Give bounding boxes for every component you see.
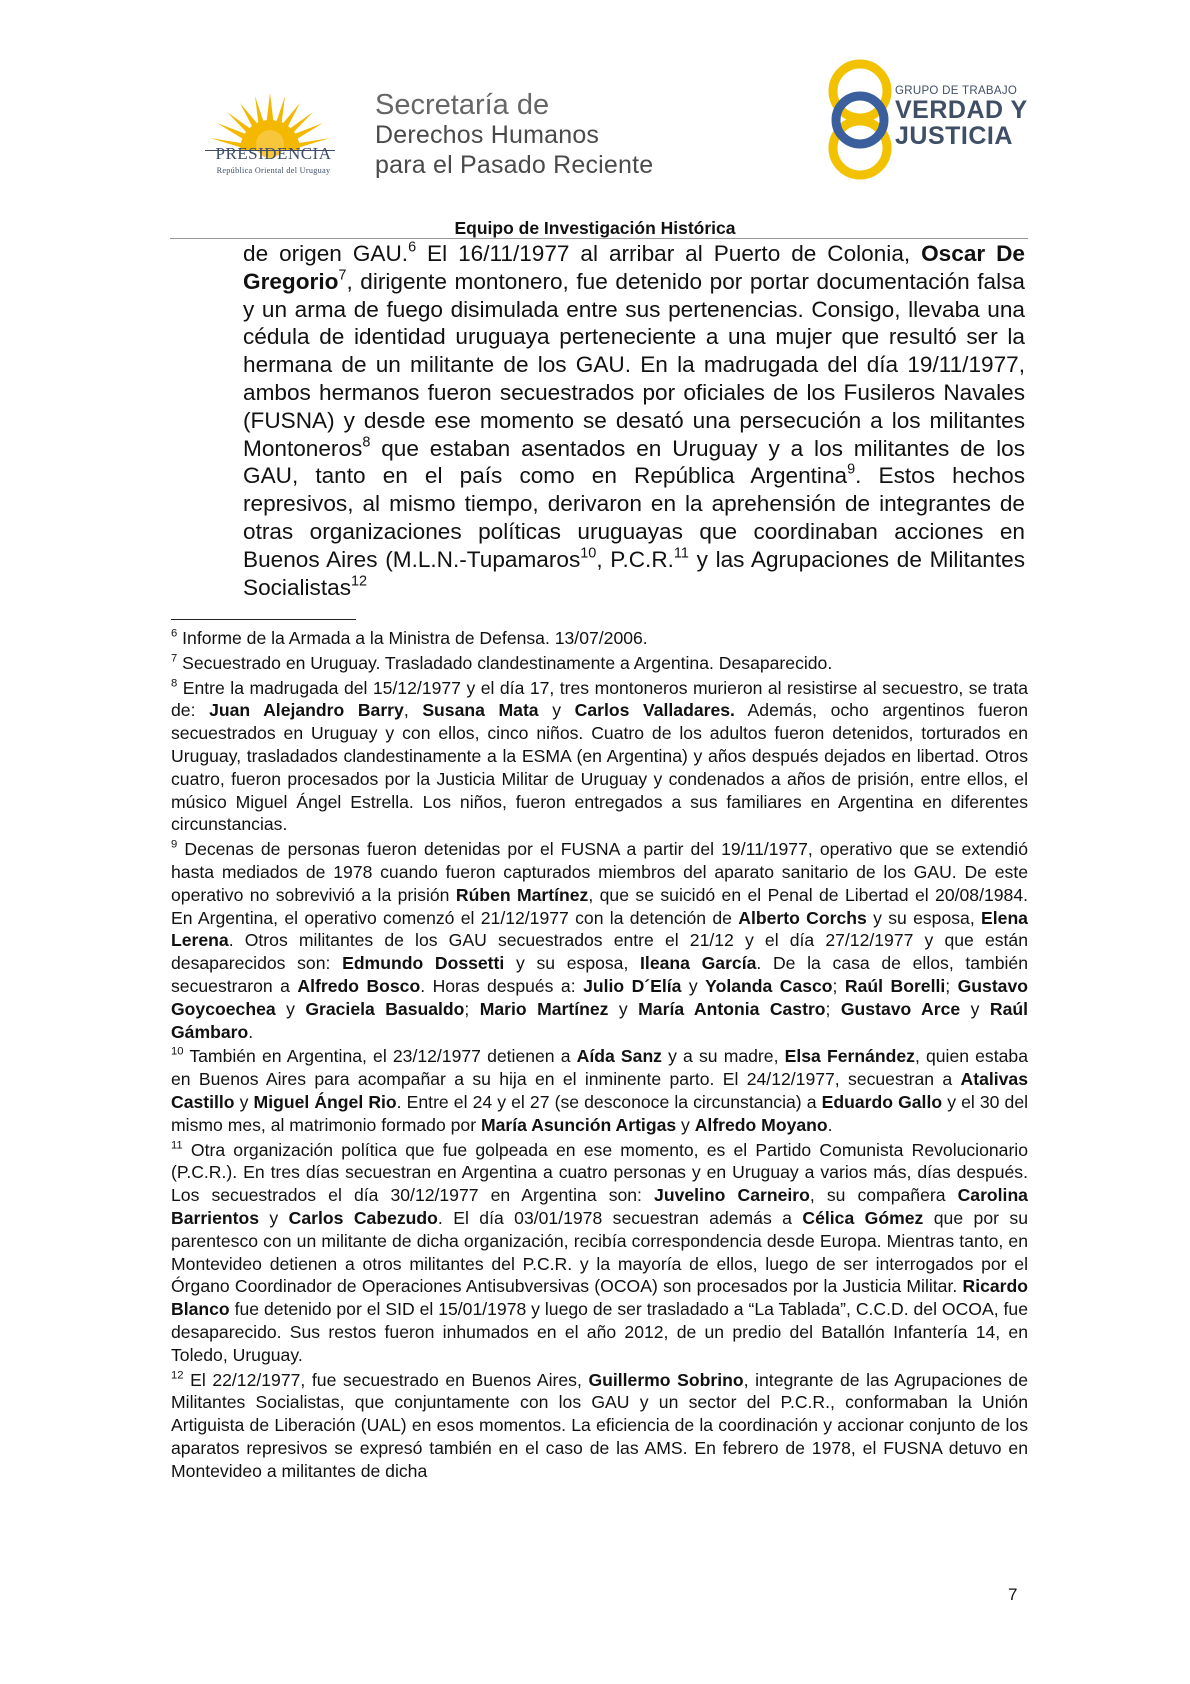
footnote-number: 12 <box>171 1369 184 1382</box>
person-name: Atalivas Castillo <box>171 1069 1028 1112</box>
text: y <box>234 1091 254 1112</box>
footnote-number: 11 <box>171 1139 183 1152</box>
text: Informe de la Armada a la Ministra de Defensa. 13/07/2006. <box>177 628 648 648</box>
footnote-6 <box>171 627 1028 650</box>
presidencia-wordmark <box>196 144 351 175</box>
text: ; <box>825 998 841 1019</box>
footnotes <box>171 627 1028 1484</box>
text: , <box>403 700 423 721</box>
text: . <box>827 1114 833 1135</box>
text: , P.C.R. <box>596 546 674 572</box>
footnote-number: 7 <box>171 652 178 665</box>
person-name: Célica Gómez <box>802 1207 924 1228</box>
grupo-big-line2: JUSTICIA <box>895 122 1013 150</box>
person-name: Raúl Gámbaro <box>171 998 1029 1042</box>
text: y las Agrupaciones de Militantes Socialistas <box>243 546 1026 600</box>
footnote-11 <box>171 1139 1028 1367</box>
person-name: Carlos Valladares. <box>574 700 735 721</box>
text: fue detenido por el SID el 15/01/1978 y luego de ser trasladado a “La Tablada”, C.C.D. del OCOA, fue desaparecido. Sus restos fueron inhumados en el año 2012, de un predio del Batallón Infantería 14, en Toledo, Uruguay. <box>171 1299 1028 1365</box>
person-name: Yolanda Casco <box>705 975 833 996</box>
text: y <box>259 1207 289 1228</box>
text: Entre la madrugada del 15/12/1977 y el día 17, tres montoneros murieron al resistirse al secuestro, se trata de: <box>171 677 1028 721</box>
person-name: Alberto Corchs <box>738 907 867 928</box>
presidencia-subtitle: República Oriental del Uruguay <box>216 166 331 175</box>
text: , dirigente montonero, fue detenido por portar documentación falsa y un arma de fuego disimulada entre sus pertenencias. Consigo, llevaba una cédula de identidad uruguaya perteneciente a una mujer que resultó ser la hermana de un militante de los GAU. En la madrugada del día 19/11/1977, ambos hermanos fueron secuestrados por oficiales de los Fusileros Navales (FUSNA) y desde ese momento se desató una persecución a los militantes Montoneros <box>243 268 1025 461</box>
text: y <box>676 1114 695 1135</box>
text: Otra organización política que fue golpeada en ese momento, es el Partido Comunista Revolucionario (P.C.R.). En tres días secuestran en Argentina a cuatro personas y en Uruguay a varios más, días después. Los secuestrados el día 30/12/1977 en Argentina son: <box>171 1139 1028 1206</box>
text: y <box>538 700 575 721</box>
footnote-number: 8 <box>171 677 178 690</box>
text: de origen GAU. <box>243 241 409 266</box>
header-divider <box>170 238 1028 239</box>
person-name: Mario Martínez <box>479 998 609 1019</box>
text: que estaban asentados en Uruguay y a los militantes de los GAU, tanto en el país como en República Argentina <box>243 435 1025 489</box>
footnote-ref: 8 <box>362 434 371 451</box>
footnote-ref: 9 <box>847 461 856 478</box>
text: , quien estaba en Buenos Aires para acompañar a su hija en el inminente parto. El 24/12/1977, secuestran a <box>171 1046 1028 1090</box>
person-name: Julio D´Elía <box>583 975 682 996</box>
person-name: Alfredo Bosco <box>297 975 421 996</box>
footnote-number: 9 <box>171 838 178 851</box>
text: y <box>960 998 990 1019</box>
text: y <box>608 998 639 1019</box>
person-name: Raúl Borelli <box>844 975 946 996</box>
text: . De la casa de ellos, también secuestraron a <box>171 953 1028 996</box>
text: El 22/12/1977, fue secuestrado en Buenos Aires, <box>183 1369 589 1390</box>
person-name: Graciela Basualdo <box>305 998 465 1019</box>
footnote-8 <box>171 677 1028 837</box>
team-header: Equipo de Investigación Histórica <box>454 218 736 238</box>
person-name: Carolina Barrientos <box>171 1185 1028 1228</box>
person-name: Susana Mata <box>422 700 539 721</box>
person-name: Miguel Ángel Rio <box>253 1091 397 1112</box>
text: . Horas después a: <box>420 975 584 996</box>
footnote-number: 10 <box>171 1046 184 1059</box>
footnote-ref: 11 <box>673 545 689 562</box>
text: y el 30 del mismo mes, al matrimonio formado por <box>171 1091 1029 1135</box>
person-name: Juan Alejandro Barry <box>209 700 404 721</box>
text: . El día 03/01/1978 secuestran además a <box>437 1207 803 1228</box>
text: Decenas de personas fueron detenidas por el FUSNA a partir del 19/11/1977, operativo que se extendió hasta mediados de 1978 cuando fueron capturados miembros del aparato sanitario de los GAU. De este operativo no sobrevivió a la prisión <box>171 839 1028 905</box>
person-name: Ricardo Blanco <box>171 1276 1028 1320</box>
footnote-ref: 10 <box>580 545 597 562</box>
text: . Entre el 24 y el 27 (se desconoce la circunstancia) a <box>396 1091 822 1112</box>
presidencia-name: PRESIDENCIA <box>215 144 332 163</box>
person-name: Rúben Martínez <box>455 884 589 905</box>
person-name: Guillermo Sobrino <box>588 1369 744 1390</box>
person-name: María Antonia Castro <box>638 998 826 1019</box>
grupo-big-line1: VERDAD Y <box>895 96 1028 124</box>
text: y su esposa, <box>504 953 641 974</box>
text: y su esposa, <box>866 907 982 928</box>
text: . Otros militantes de los GAU secuestrados entre el 21/12 y el día 27/12/1977 y que están desaparecidos son: <box>171 930 1028 974</box>
footnote-10 <box>171 1045 1028 1136</box>
text: . <box>248 1021 254 1042</box>
text: y <box>681 975 706 996</box>
text: que por su parentesco con un militante de dicha organización, recibía correspondencia desde Europa. Mientras tanto, en Montevideo detienen a otros militantes del P.C.R. y la mayoría de ellos, luego de ser interrogados por el Órgano Coordinador de Operaciones Antisubversivas (OCOA) son procesados por la Justicia Militar. <box>171 1207 1028 1297</box>
footnote-ref: 6 <box>408 239 417 256</box>
text: , integrante de las Agrupaciones de Militantes Socialistas, que conjuntamente con los GAU y un sector del P.C.R., conformaban la Unión Artiguista de Liberación (UAL) en esos momentos. La eficiencia de la coordinación y accionar conjunto de los aparatos represivos se expresó también en el caso de las AMS. En febrero de 1978, el FUSNA detuvo en Montevideo a militantes de dicha <box>171 1369 1028 1481</box>
footnote-separator <box>171 619 356 620</box>
secretaria-title <box>375 90 653 180</box>
secretaria-line2: Derechos Humanos <box>375 121 600 149</box>
text: También en Argentina, el 23/12/1977 detienen a <box>183 1046 577 1067</box>
text: , que se suicidó en el Penal de Libertad el 20/08/1984. En Argentina, el operativo comenzó el 21/12/1977 con la detención de <box>171 884 1028 928</box>
person-name: Ileana García <box>640 953 757 974</box>
person-name: Elsa Fernández <box>784 1046 915 1067</box>
text: , su compañera <box>809 1185 958 1206</box>
person-name: Aída Sanz <box>576 1046 662 1067</box>
footnote-12 <box>171 1369 1028 1483</box>
grupo-small-label: GRUPO DE TRABAJO <box>895 85 1018 97</box>
page-number: 7 <box>1008 1585 1018 1604</box>
person-name: Alfredo Moyano <box>694 1114 828 1135</box>
text: ; <box>945 975 958 996</box>
person-name: Oscar De Gregorio <box>243 241 1025 294</box>
person-name: Edmundo Dossetti <box>342 953 505 974</box>
footnote-9 <box>171 838 1028 1043</box>
person-name: Gustavo Arce <box>840 998 961 1019</box>
main-paragraph <box>243 240 1025 601</box>
footnote-ref: 12 <box>351 573 368 590</box>
secretaria-line1: Secretaría de <box>375 89 550 121</box>
text: . Estos hechos represivos, al mismo tiempo, derivaron en la aprehensión de integrantes de otras organizaciones políticas uruguayas que coordinaban acciones en Buenos Aires (M.L.N.-Tupamaros <box>243 463 1025 572</box>
text: y <box>275 998 306 1019</box>
text: ; <box>464 998 480 1019</box>
person-name: Juvelino Carneiro <box>654 1185 810 1206</box>
text: ; <box>832 975 845 996</box>
footnote-7 <box>171 652 1028 675</box>
grupo-trabajo-wordmark <box>895 85 1028 149</box>
footnote-number: 6 <box>171 627 178 640</box>
person-name: María Asunción Artigas <box>480 1114 677 1135</box>
secretaria-line3: para el Pasado Reciente <box>375 151 654 179</box>
person-name: Carlos Cabezudo <box>288 1207 438 1228</box>
text: Además, ocho argentinos fueron secuestrados en Uruguay y con ellos, cinco niños. Cuatro de los adultos fueron detenidos, torturados en Uruguay, trasladados clandestinamente a la ESMA (en Argentina) y años después dejados en libertad. Otros cuatro, fueron procesados por la Justicia Militar de Uruguay y condenados a años de prisión, entre ellos, el músico Miguel Ángel Estrella. Los niños, fueron entregados a sus familiares en Argentina en diferentes circunstancias. <box>171 700 1029 835</box>
text: El 16/11/1977 al arribar al Puerto de Colonia, <box>416 241 922 266</box>
person-name: Eduardo Gallo <box>821 1091 943 1112</box>
person-name: Gustavo Goycoechea <box>171 975 1029 1019</box>
footnote-ref: 7 <box>338 267 347 284</box>
person-name: Elena Lerena <box>171 907 1028 951</box>
text: y a su madre, <box>661 1046 785 1067</box>
text: Secuestrado en Uruguay. Trasladado clandestinamente a Argentina. Desaparecido. <box>177 652 833 673</box>
